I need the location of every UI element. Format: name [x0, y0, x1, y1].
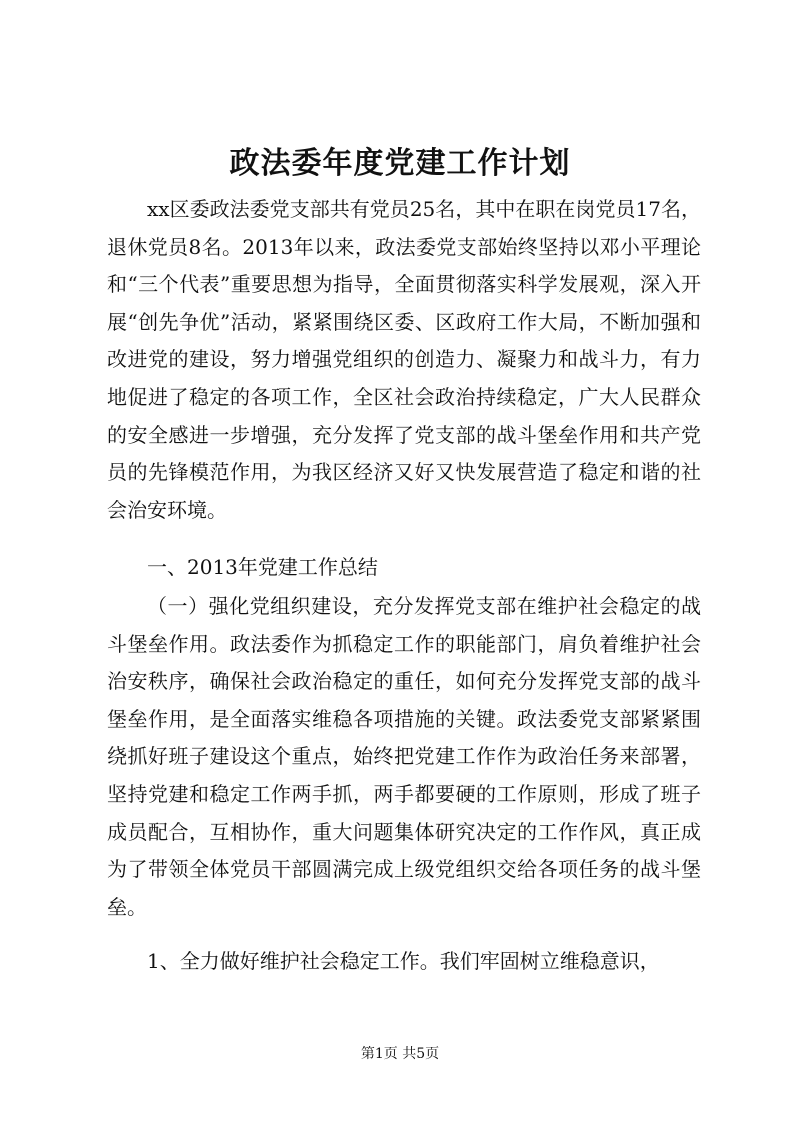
paragraph-organization-building: （一）强化党组织建设，充分发挥党支部在维护社会稳定的战斗堡垒作用。政法委作为抓稳定工作的职能部门，肩负着维护社会治安秩序，确保社会政治稳定的重任，如何充分发挥党支部的战斗堡垒作用，是全面落实维稳各项措施的关键。政法委党支部紧紧围绕抓好班子建设这个重点，始终把党建工作作为政治任务来部署，坚持党建和稳定工作两手抓，两手都要硬的工作原则，形成了班子成员配合，互相协作，重大问题集体研究决定的工作作风，真正成为了带领全体党员干部圆满完成上级党组织交给各项任务的战斗堡垒。	[107, 594, 701, 919]
page-number-footer: 第1页 共5页	[360, 1046, 440, 1062]
section-heading-summary: 一、2013年党建工作总结	[147, 555, 378, 579]
paragraph-intro: xx区委政法委党支部共有党员25名，其中在职在岗党员17名，退休党员8名。2013年以来，政法委党支部始终坚持以邓小平理论和“三个代表”重要思想为指导，全面贯彻落实科学发展观，深入开展“创先争优”活动，紧紧围绕区委、区政府工作大局，不断加强和改进党的建设，努力增强党组织的创造力、凝聚力和战斗力，有力地促进了稳定的各项工作，全区社会政治持续稳定，广大人民群众的安全感进一步增强，充分发挥了党支部的战斗堡垒作用和共产党员的先锋模范作用，为我区经济又好又快发展营造了稳定和谐的社会治安环境。	[107, 197, 701, 522]
paragraph-stability-work: 1、全力做好维护社会稳定工作。我们牢固树立维稳意识，	[147, 949, 660, 973]
document-title: 政法委年度党建工作计划	[229, 146, 571, 181]
